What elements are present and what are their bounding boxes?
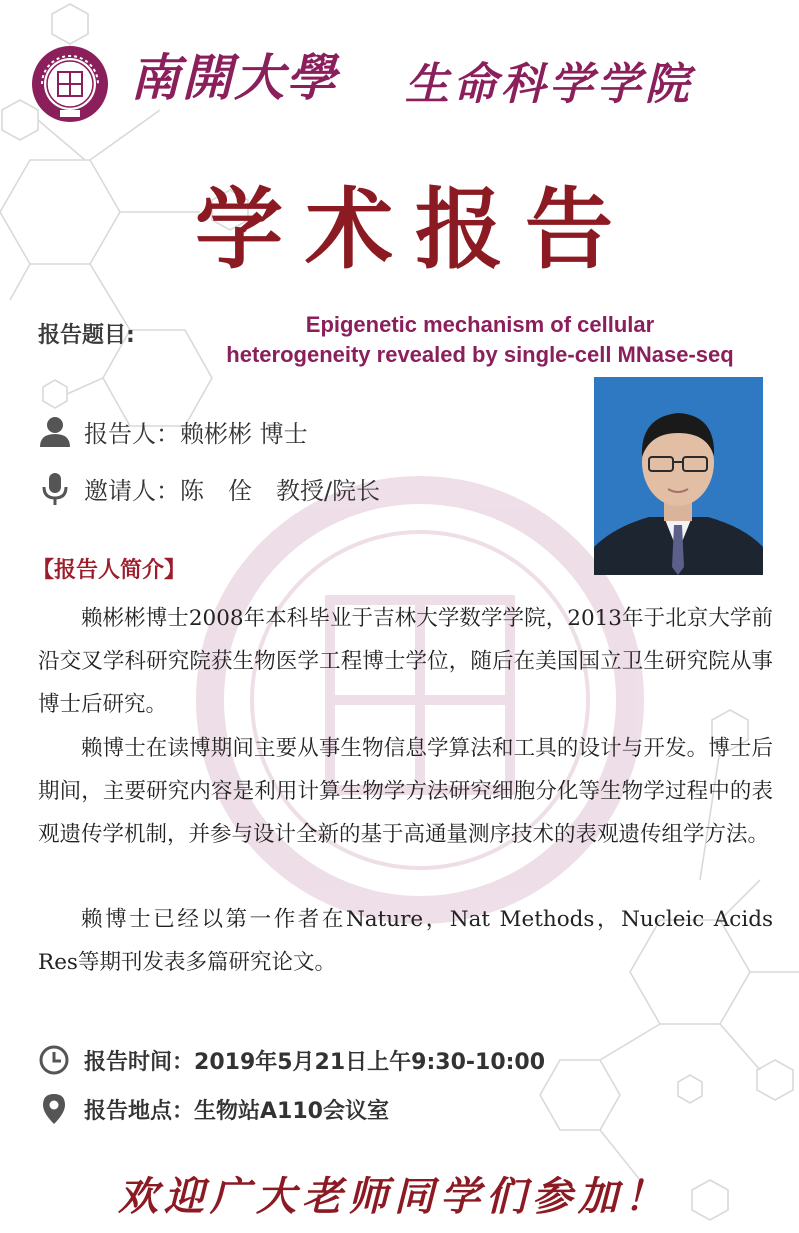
intro-paragraph-3: 赖博士已经以第一作者在Nature，Nat Methods，Nucleic Acids Res等期刊发表多篇研究论文。 — [38, 907, 773, 975]
time-value: 2019年5月21日上午9:30-10:00 — [194, 1049, 546, 1075]
time-label: 报告时间： — [84, 1049, 195, 1075]
speaker-photo — [594, 377, 763, 575]
location-row — [38, 1093, 389, 1125]
page-title: 学术报告 — [195, 177, 636, 281]
inviter-name: 陈 佺 教授/院长 — [180, 477, 381, 505]
welcome-message: 欢迎广大老师同学们参加！ — [118, 1173, 670, 1220]
topic-line-1: Epigenetic mechanism of cellular — [305, 312, 655, 337]
intro-paragraph-2: 赖博士在读博期间主要从事生物信息学算法和工具的设计与开发。博士后期间，主要研究内容是利用计算生物学方法研究细胞分化等生物学过程中的表观遗传学机制，并参与设计全新的基于高通量测序技术的表观遗传组学方法。 — [38, 736, 773, 847]
topic-title — [170, 310, 790, 370]
intro-paragraph-1: 赖彬彬博士2008年本科毕业于吉林大学数学学院，2013年于北京大学前沿交叉学科研究院获生物医学工程博士学位，随后在美国国立卫生研究院从事博士后研究。 — [38, 606, 773, 717]
school-name: 南開大學 — [130, 48, 338, 107]
university-logo — [30, 44, 110, 124]
person-icon — [38, 415, 72, 449]
microphone-icon — [38, 472, 72, 506]
college-name: 生命科学学院 — [405, 59, 693, 110]
topic-label: 报告题目: — [38, 323, 135, 348]
speaker-label: 报告人： — [84, 420, 180, 448]
location-pin-icon — [38, 1093, 70, 1125]
speaker-row — [38, 414, 308, 449]
location-label: 报告地点： — [84, 1098, 195, 1124]
speaker-name: 赖彬彬 博士 — [180, 420, 308, 448]
inviter-label: 邀请人： — [84, 477, 180, 505]
time-row — [38, 1044, 545, 1076]
topic-line-2: heterogeneity revealed by single-cell MNase-seq — [226, 342, 734, 367]
location-value: 生物站A110会议室 — [194, 1098, 389, 1124]
inviter-row — [38, 471, 380, 506]
clock-icon — [38, 1044, 70, 1076]
intro-heading: 【报告人简介】 — [32, 558, 187, 583]
